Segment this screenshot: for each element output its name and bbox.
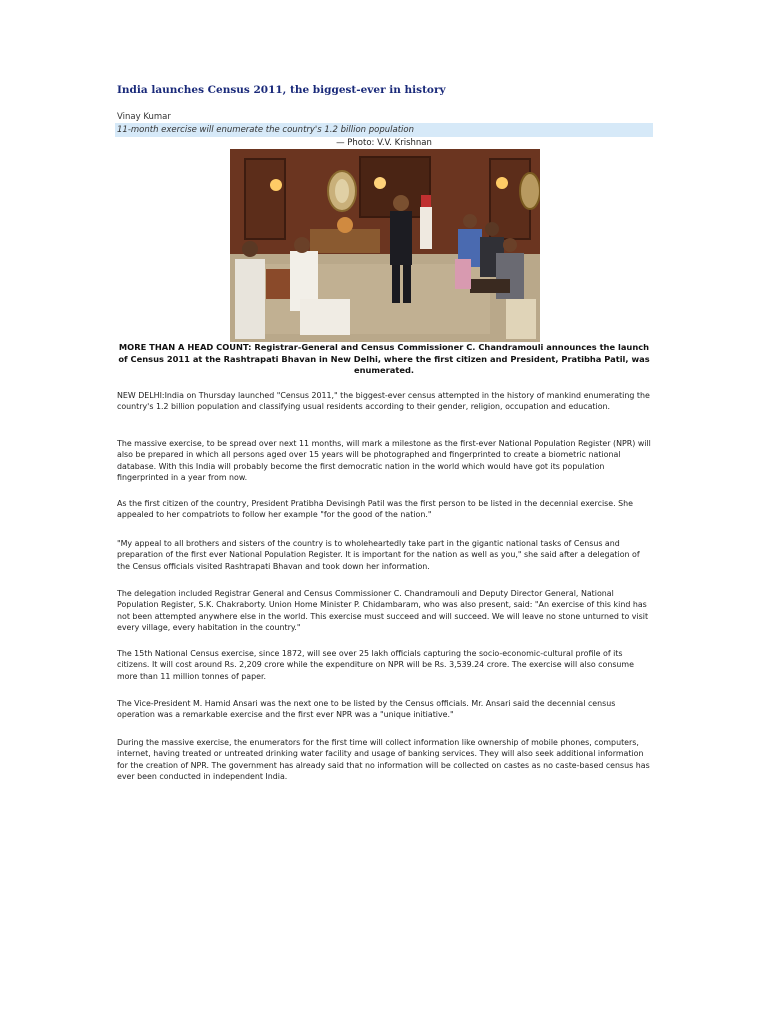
paragraph-5: The delegation included Registrar General and Census Commissioner C. Chandramouli and Deputy Director General, National Population Register, S.K. Chakraborty. Union Home Minister P. Chidambaram, who was also present, said: "An exercise of this kind has not been attempted anywhere else in the world. This exercise must succeed and will succeed. We will leave no stone unturned to visit every village, every habitation in the country.": [117, 589, 649, 633]
article-byline: Vinay Kumar: [117, 112, 171, 122]
paragraph-8: During the massive exercise, the enumerators for the first time will collect information like ownership of mobile phones, computers, internet, having treated or untreated drinking water facility and usage of banking services. They will also seek additional information for the creation of NPR. The government has already said that no information will be collected on castes as no caste-based census has ever been conducted in independent India.: [117, 738, 650, 782]
paragraph-1: NEW DELHI:India on Thursday launched "Census 2011," the biggest-ever census attempted in the history of mankind enumerating the country's 1.2 billion population and classifying usual residents according to their gender, religion, occupation and education.: [117, 391, 650, 412]
paragraph-6: The 15th National Census exercise, since 1872, will see over 25 lakh officials capturing the socio-economic-cultural profile of its citizens. It will cost around Rs. 2,209 crore while the expenditure on NPR will be Rs. 3,539.24 crore. The exercise will also consume more than 11 million tonnes of paper.: [117, 649, 634, 681]
photo-caption: MORE THAN A HEAD COUNT: Registrar-General and Census Commissioner C. Chandramouli announces the launch of Census 2011 at the Rashtrapati Bhavan in New Delhi, where the first citizen and President, Pratibha Patil, was enumerated.: [118, 342, 650, 375]
photo-credit: — Photo: V.V. Krishnan: [336, 138, 432, 148]
paragraph-2: The massive exercise, to be spread over next 11 months, will mark a milestone as the first-ever National Population Register (NPR) will also be prepared in which all persons aged over 15 years will be photographed and fingerprinted to create a biometric national database. With this India will probably become the first democratic nation in the world which would have got its population fingerprinted in a year from now.: [117, 439, 651, 483]
paragraph-4: "My appeal to all brothers and sisters of the country is to wholeheartedly take part in the gigantic national tasks of Census and preparation of the first ever National Population Register. It is important for the nation as well as you," she said after a delegation of the Census officials visited Rashtrapati Bhavan and took down her information.: [117, 539, 640, 571]
paragraph-7: The Vice-President M. Hamid Ansari was the next one to be listed by the Census officials. Mr. Ansari said the decennial census operation was a remarkable exercise and the first ever NPR was a "unique initiative.": [117, 699, 616, 720]
article-subheadline: 11-month exercise will enumerate the country's 1.2 billion population: [115, 123, 653, 137]
article-headline: India launches Census 2011, the biggest-ever in history: [117, 84, 446, 96]
paragraph-3: As the first citizen of the country, President Pratibha Devisingh Patil was the first person to be listed in the decennial exercise. She appealed to her compatriots to follow her example "for the good of the nation.": [117, 499, 633, 520]
news-photo: [230, 149, 540, 342]
